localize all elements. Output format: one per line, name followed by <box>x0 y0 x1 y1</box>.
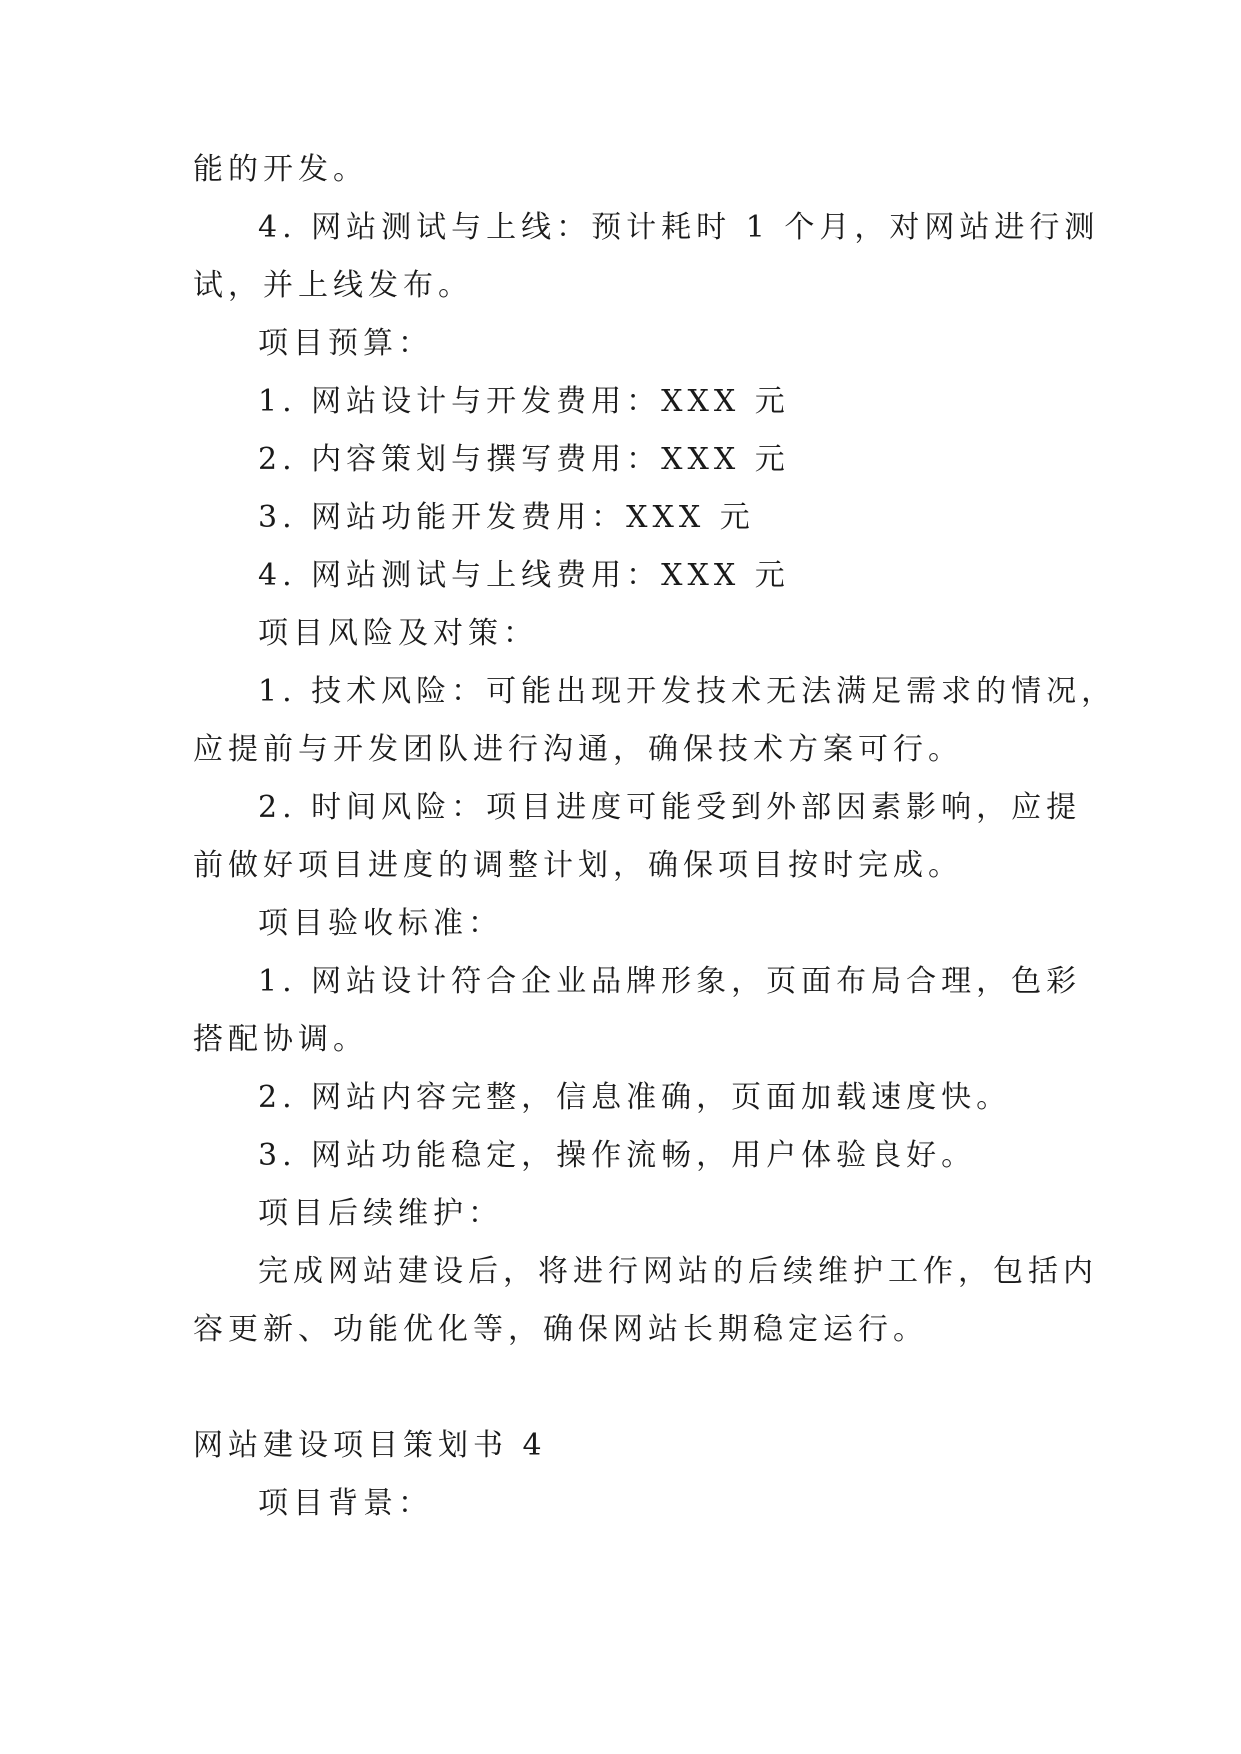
section-heading: 项目风险及对策： <box>258 616 538 651</box>
list-item: 1. 网站设计与开发费用：XXX 元 <box>258 384 790 419</box>
list-item: 1. 网站设计符合企业品牌形象，页面布局合理，色彩 <box>258 964 1082 999</box>
section-heading: 项目预算： <box>258 326 433 361</box>
text-line: 容更新、功能优化等，确保网站长期稳定运行。 <box>193 1312 928 1347</box>
list-item: 3. 网站功能开发费用：XXX 元 <box>258 500 755 535</box>
section-heading: 项目背景： <box>258 1486 433 1521</box>
text-line: 试，并上线发布。 <box>193 268 473 303</box>
text-line: 4. 网站测试与上线：预计耗时 1 个月，对网站进行测 <box>258 210 1100 245</box>
paragraph-line: 完成网站建设后，将进行网站的后续维护工作，包括内 <box>258 1254 1098 1289</box>
text-line: 能的开发。 <box>193 152 368 187</box>
list-item: 3. 网站功能稳定，操作流畅，用户体验良好。 <box>258 1138 977 1173</box>
list-item: 1. 技术风险：可能出现开发技术无法满足需求的情况， <box>258 674 1117 709</box>
text-line: 前做好项目进度的调整计划，确保项目按时完成。 <box>193 848 963 883</box>
list-item: 2. 网站内容完整，信息准确，页面加载速度快。 <box>258 1080 1012 1115</box>
section-heading: 项目验收标准： <box>258 906 503 941</box>
section-heading: 项目后续维护： <box>258 1196 503 1231</box>
text-line: 应提前与开发团队进行沟通，确保技术方案可行。 <box>193 732 963 767</box>
list-item: 2. 时间风险：项目进度可能受到外部因素影响，应提 <box>258 790 1082 825</box>
document-title: 网站建设项目策划书 4 <box>193 1428 547 1463</box>
list-item: 2. 内容策划与撰写费用：XXX 元 <box>258 442 790 477</box>
list-item: 4. 网站测试与上线费用：XXX 元 <box>258 558 790 593</box>
text-line: 搭配协调。 <box>193 1022 368 1057</box>
